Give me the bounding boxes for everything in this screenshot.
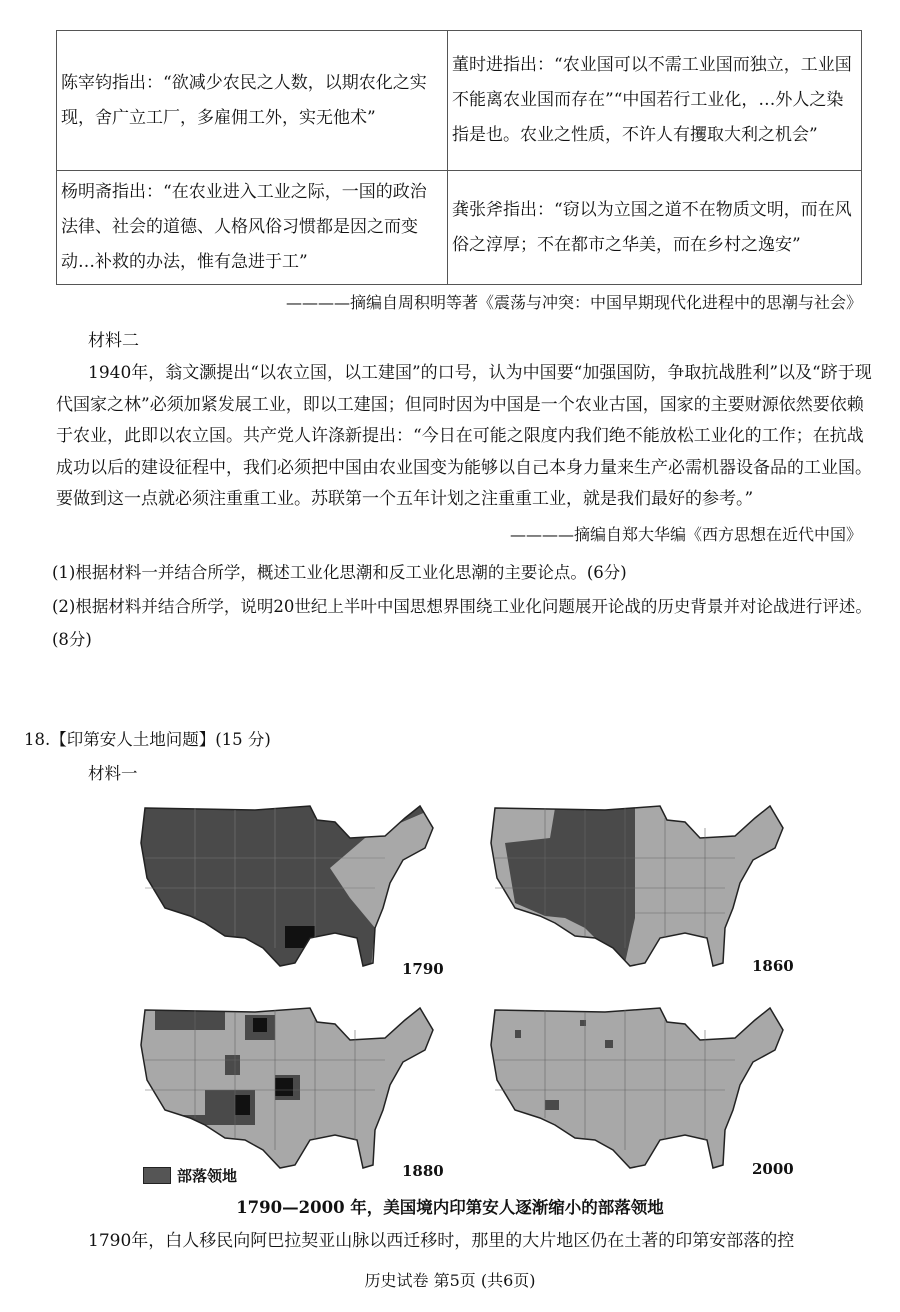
map-year-label: 1880: [402, 1162, 444, 1180]
quotes-table: [56, 30, 862, 285]
quote-cell-chen: 陈宰钧指出：“欲减少农民之人数，以期农化之实现，舍广立工厂，多雇佣工外，实无他术”: [57, 31, 448, 171]
page-footer: 历史试卷 第5页 (共6页): [364, 1271, 536, 1290]
question-2: (2)根据材料并结合所学，说明20世纪上半叶中国思想界围绕工业化问题展开论战的历史背景并对论战进行评述。(8分): [52, 597, 872, 649]
map-caption: 1790—2000 年，美国境内印第安人逐渐缩小的部落领地: [236, 1198, 664, 1217]
map-2000: [485, 1000, 785, 1180]
map-1880: [135, 1000, 435, 1180]
source-citation-2: ————摘编自郑大华编《西方思想在近代中国》: [509, 525, 862, 544]
table-row: [57, 171, 862, 285]
quote-cell-gong: 龚张斧指出：“窃以为立国之道不在物质文明，而在风俗之淳厚；不在都市之华美，而在乡村之逸安”: [448, 171, 862, 285]
question-18-title: 18.【印第安人土地问题】(15 分): [24, 730, 271, 749]
table-row: [57, 31, 862, 171]
legend-swatch: [143, 1167, 171, 1184]
map-year-label: 1860: [752, 957, 794, 975]
map-legend: [143, 1165, 237, 1186]
tribal-area: [285, 926, 315, 948]
quote-cell-dong: 董时进指出：“农业国可以不需工业国而独立，工业国不能离农业国而存在”“中国若行工业化，…外人之染指是也。农业之性质，不许人有攫取大利之机会”: [448, 31, 862, 171]
map-year-label: 2000: [752, 1160, 794, 1178]
map-1860: [485, 798, 785, 978]
material2-label: 材料二: [88, 331, 139, 351]
map-1790: [135, 798, 435, 978]
legend-label: 部落领地: [177, 1167, 238, 1185]
material2-text: 1940年，翁文灏提出“以农立国，以工建国”的口号，认为中国要“加强国防，争取抗战胜利”以及“跻于现代国家之林”必须加紧发展工业，即以工建国；但同时因为中国是一个农业古国，国家的主要财源依然要依赖于农业，此即以农立国。共产党人许涤新提出：“今日在可能之限度内我们绝不能放松工业化的工作；在抗战成功以后的建设征程中，我们必须把中国由农业国变为能够以自己本身力量来生产必需机器设备品的工业国。要做到这一点就必须注重重工业。苏联第一个五年计划之注重重工业，就是我们最好的参考。”: [56, 363, 872, 509]
map-year-label: 1790: [402, 960, 444, 978]
material1-label: 材料一: [88, 764, 138, 783]
quote-cell-yang: 杨明斋指出：“在农业进入工业之际，一国的政治法律、社会的道德、人格风俗习惯都是因之而变动…补救的办法，惟有急进于工”: [57, 171, 448, 285]
material1-text: 1790年，白人移民向阿巴拉契亚山脉以西迁移时，那里的大片地区仍在土著的印第安部落的控: [88, 1231, 795, 1251]
question-1: (1)根据材料一并结合所学，概述工业化思潮和反工业化思潮的主要论点。(6分): [52, 563, 627, 582]
source-citation-1: ————摘编自周积明等著《震荡与冲突：中国早期现代化进程中的思潮与社会》: [285, 293, 862, 312]
